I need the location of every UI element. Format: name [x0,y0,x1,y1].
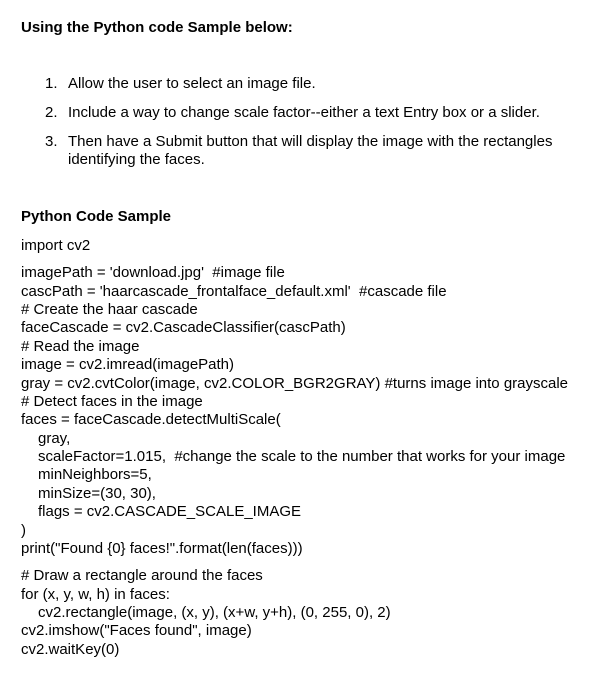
code-gap [21,255,615,264]
code-block [21,237,615,659]
code-comment-line: # Read the image [21,337,140,355]
code-line: ) [21,521,26,539]
code-comment-line: # Create the haar cascade [21,300,198,318]
code-comment-line: # Draw a rectangle around the faces [21,567,263,585]
code-line: for (x, y, w, h) in faces: [21,585,170,603]
code-gap [21,558,615,567]
code-line: image = cv2.imread(imagePath) [21,356,235,374]
code-line: minSize=(30, 30), [38,484,156,502]
code-line: flags = cv2.CASCADE_SCALE_IMAGE [38,503,302,521]
code-line: print("Found {0} faces!".format(len(faces))) [21,540,303,558]
code-line: scaleFactor=1.015, #change the scale to the number that works for your image [38,448,566,466]
instructions-heading: Using the Python code Sample below: [21,19,293,36]
code-comment-line: # Detect faces in the image [21,392,203,410]
code-line: faces = faceCascade.detectMultiScale( [21,411,281,429]
code-line: imagePath = 'download.jpg' #image file [21,264,285,282]
list-item [0,75,615,93]
code-line: cv2.waitKey(0) [21,640,120,658]
code-line: import cv2 [21,237,91,254]
code-line: faceCascade = cv2.CascadeClassifier(cascPath) [21,319,346,337]
code-sample-title: Python Code Sample [21,208,172,225]
code-line: minNeighbors=5, [38,466,152,484]
instructions-list [0,75,615,169]
list-item-number: 2. [45,104,58,121]
list-item-text: Allow the user to select an image file. [68,75,316,92]
code-line: gray = cv2.cvtColor(image, cv2.COLOR_BGR2GRAY) #turns image into grayscale [21,374,569,392]
list-item-number: 1. [45,75,58,92]
code-line: cascPath = 'haarcascade_frontalface_default.xml' #cascade file [21,282,447,300]
code-line: cv2.rectangle(image, (x, y), (x+w, y+h), (0, 255, 0), 2) [38,604,391,622]
list-item [0,104,615,122]
code-line: gray, [38,429,71,447]
list-item [0,133,615,169]
list-item-number: 3. [45,133,58,150]
list-item-text: Include a way to change scale factor--either a text Entry box or a slider. [68,104,540,121]
list-item-text: Then have a Submit button that will display the image with the rectangles identifying the faces. [68,133,553,168]
code-line: cv2.imshow("Faces found", image) [21,622,252,640]
